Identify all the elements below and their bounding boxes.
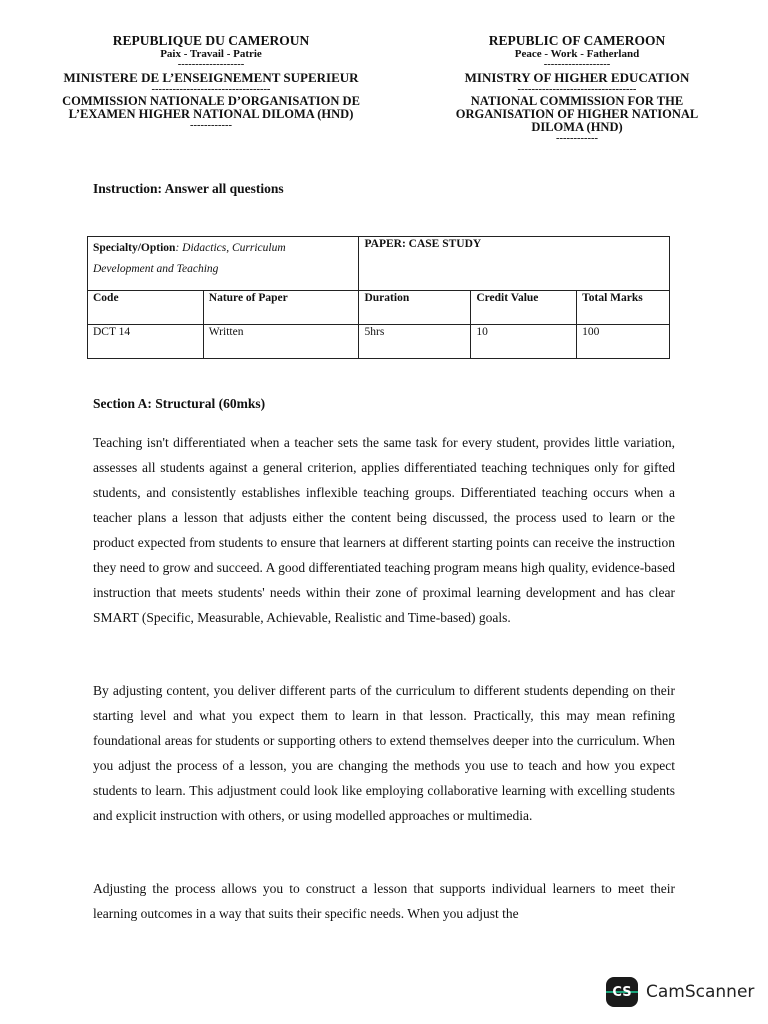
camscanner-watermark xyxy=(606,976,754,1008)
value-duration: 5hrs xyxy=(359,325,471,359)
header-duration: Duration xyxy=(359,291,471,325)
motto-en: Peace - Work - Fatherland xyxy=(514,48,640,60)
header-french xyxy=(36,33,386,131)
paragraph-1: Teaching isn't differentiated when a teacher sets the same task for every student, provides little variation, assesses all students against a general criterion, applies differentiated teaching techniques only for gifted students, and consistently establishes inflexible teaching groups. Differentiated teaching occurs when a teacher plans a lesson that adjusts either the content being discussed, the process used to learn or the product expected from students to ensure that learners at different starting points can receive the instruction they need to grow and succeed. A good differentiated teaching program means high quality, evidence-based instruction that meets students' needs within their zone of proximal learning development and has clear SMART (Specific, Measurable, Achievable, Realistic and Time-based) goals. xyxy=(93,435,675,625)
ministry-fr: MINISTERE DE L’ENSEIGNEMENT SUPERIEUR xyxy=(63,70,359,85)
separator: ------------------- xyxy=(177,59,245,70)
country-name-fr: REPUBLIQUE DU CAMEROUN xyxy=(112,33,310,48)
document-header xyxy=(0,33,768,153)
specialty-label: Specialty/Option xyxy=(93,242,176,254)
specialty-value-cont: Development and Teaching xyxy=(93,263,219,275)
paragraph-2: By adjusting content, you deliver different parts of the curriculum to different students depending on their starting level and what you expect them to learn in that lesson. Practically, this may mean refining foundational areas for students or supporting others to extend themselves deeper into the curriculum. When you adjust the process of a lesson, you are changing the methods you use to teach and how you expect students to learn. This adjustment could look like employing collaborative learning with excelling students and explicit instruction with others, or using modelled approaches or multimedia. xyxy=(93,683,675,823)
section-title: Section A: Structural (60mks) xyxy=(93,396,266,411)
value-total-marks: 100 xyxy=(577,325,670,359)
commission-en-line2: ORGANISATION OF HIGHER NATIONAL xyxy=(455,107,699,121)
exam-info-table xyxy=(87,236,670,359)
camscanner-logo-icon xyxy=(606,977,638,1007)
brand-name: CamScanner xyxy=(646,982,755,1002)
header-nature: Nature of Paper xyxy=(203,291,359,325)
value-credit: 10 xyxy=(471,325,577,359)
separator: ------------ xyxy=(556,133,598,144)
value-code: DCT 14 xyxy=(88,325,204,359)
ministry-en: MINISTRY OF HIGHER EDUCATION xyxy=(464,70,690,85)
specialty-cell xyxy=(88,237,359,291)
separator: ---------------------------------- xyxy=(517,84,637,95)
paragraph-3: Adjusting the process allows you to construct a lesson that supports individual learners to meet their learning outcomes in a way that suits their specific needs. When you adjust the xyxy=(93,881,675,921)
logo-text: CS xyxy=(612,984,632,1000)
separator: ---------------------------------- xyxy=(151,84,271,95)
separator: ------------------- xyxy=(543,59,611,70)
instruction-text: Instruction: Answer all questions xyxy=(93,181,284,196)
commission-fr-line2: L’EXAMEN HIGHER NATIONAL DILOMA (HND) xyxy=(68,107,354,121)
separator: ------------ xyxy=(190,120,232,131)
header-code: Code xyxy=(88,291,204,325)
paper-label: PAPER xyxy=(364,238,402,250)
country-name-en: REPUBLIC OF CAMEROON xyxy=(488,33,666,48)
commission-en-line1: NATIONAL COMMISSION FOR THE xyxy=(470,94,684,108)
specialty-value: : Didactics, Curriculum xyxy=(175,242,286,254)
header-credit: Credit Value xyxy=(471,291,577,325)
header-total-marks: Total Marks xyxy=(577,291,670,325)
header-english xyxy=(432,33,722,144)
paper-value: : CASE STUDY xyxy=(401,238,482,250)
value-nature: Written xyxy=(203,325,359,359)
paper-cell xyxy=(359,237,670,291)
motto-fr: Paix - Travail - Patrie xyxy=(160,48,262,60)
commission-fr-line1: COMMISSION NATIONALE D’ORGANISATION DE xyxy=(62,94,360,108)
commission-en-line3: DILOMA (HND) xyxy=(531,120,623,134)
